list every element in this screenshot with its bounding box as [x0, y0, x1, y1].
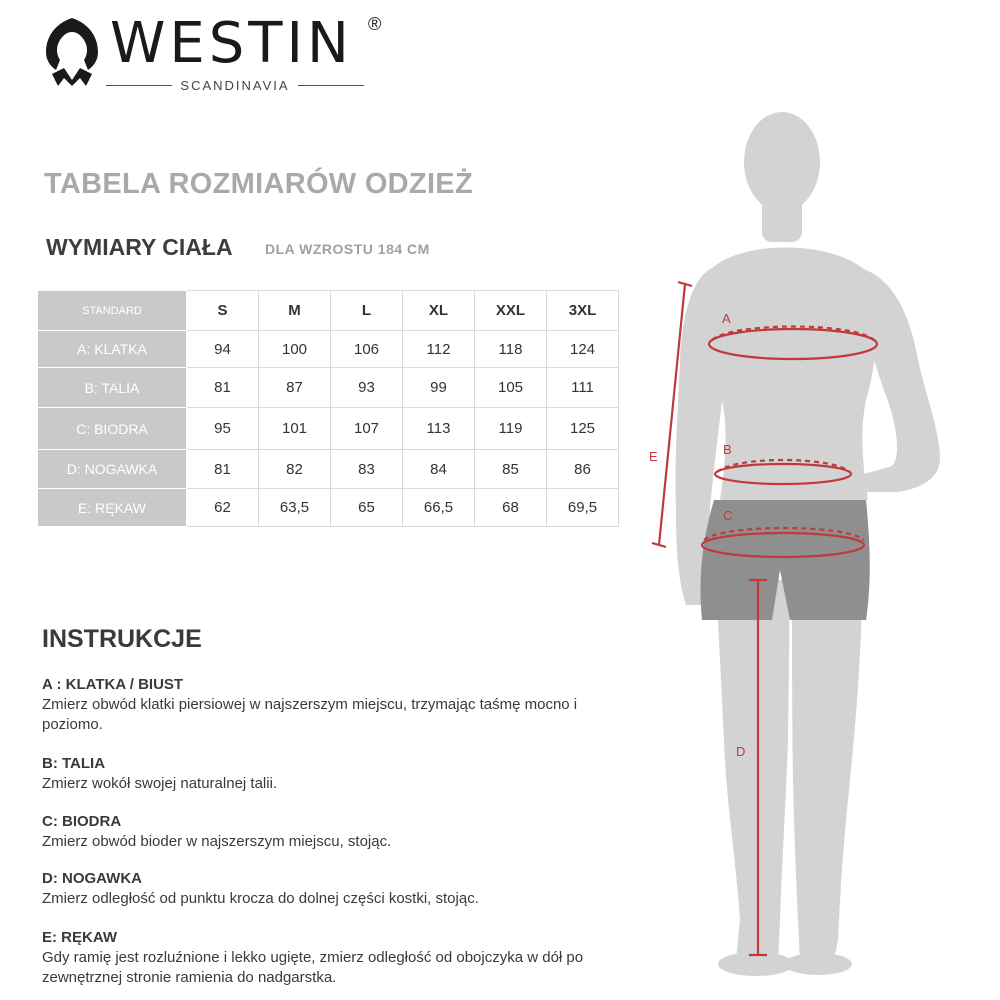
- table-cell: 86: [547, 450, 619, 489]
- instruction-text: Zmierz obwód bioder w najszerszym miejscu, stojąc.: [42, 833, 392, 850]
- instruction-text: Gdy ramię jest rozluźnione i lekko ugięte, zmierz odległość od obojczyka w dół po zewnętrznej stronie ramienia do nadgarstka.: [42, 949, 584, 986]
- size-header: S: [187, 291, 259, 331]
- instruction-item: [42, 675, 602, 735]
- table-cell: 94: [187, 331, 259, 368]
- table-cell: 125: [547, 408, 619, 450]
- table-cell: 118: [475, 331, 547, 368]
- instruction-item: [42, 928, 602, 988]
- instruction-text: Zmierz wokół swojej naturalnej talii.: [42, 775, 278, 792]
- table-cell: 111: [547, 368, 619, 408]
- table-cell: 84: [403, 450, 475, 489]
- instruction-heading: C: BIODRA: [42, 813, 122, 830]
- label-e: E: [649, 449, 658, 464]
- tagline-rule-left: [106, 85, 172, 86]
- instruction-text: Zmierz odległość od punktu krocza do dolnej części kostki, stojąc.: [42, 890, 479, 907]
- table-cell: 93: [331, 368, 403, 408]
- table-cell: 85: [475, 450, 547, 489]
- size-header: 3XL: [547, 291, 619, 331]
- table-cell: 124: [547, 331, 619, 368]
- table-cell: 65: [331, 489, 403, 527]
- table-cell: 100: [259, 331, 331, 368]
- size-table: [37, 290, 619, 527]
- table-cell: 119: [475, 408, 547, 450]
- tagline-rule-right: [298, 85, 364, 86]
- body-measurement-figure: [640, 100, 1000, 1000]
- table-cell: 81: [187, 450, 259, 489]
- tagline-text: SCANDINAVIA: [180, 77, 290, 93]
- table-cell: 87: [259, 368, 331, 408]
- instruction-item: [42, 812, 602, 852]
- table-cell: 83: [331, 450, 403, 489]
- table-cell: 106: [331, 331, 403, 368]
- instruction-item: [42, 869, 602, 909]
- brand-wordmark: WESTIN: [110, 11, 353, 76]
- instruction-heading: B: TALIA: [42, 755, 106, 772]
- table-row: [38, 408, 619, 450]
- table-cell: 99: [403, 368, 475, 408]
- table-row: [38, 331, 619, 368]
- table-cell: 113: [403, 408, 475, 450]
- row-label: A: KLATKA: [38, 331, 187, 368]
- instruction-item: [42, 754, 602, 794]
- table-cell: 66,5: [403, 489, 475, 527]
- instruction-heading: A : KLATKA / BIUST: [42, 676, 184, 693]
- table-cell: 105: [475, 368, 547, 408]
- table-cell: 68: [475, 489, 547, 527]
- label-a: A: [722, 311, 731, 326]
- table-cell: 63,5: [259, 489, 331, 527]
- row-label: D: NOGAWKA: [38, 450, 187, 489]
- table-header-row: [38, 291, 619, 331]
- westin-logo-mark: [42, 16, 102, 88]
- table-cell: 82: [259, 450, 331, 489]
- brand-tagline: [106, 76, 364, 94]
- table-cell: 69,5: [547, 489, 619, 527]
- section-note: DLA WZROSTU 184 CM: [265, 241, 430, 257]
- table-row: [38, 450, 619, 489]
- size-header: L: [331, 291, 403, 331]
- table-corner-label: STANDARD: [38, 291, 187, 331]
- table-cell: 95: [187, 408, 259, 450]
- label-b: B: [723, 442, 732, 457]
- table-cell: 101: [259, 408, 331, 450]
- table-row: [38, 489, 619, 527]
- table-cell: 112: [403, 331, 475, 368]
- table-row: [38, 368, 619, 408]
- size-header: XL: [403, 291, 475, 331]
- row-label: C: BIODRA: [38, 408, 187, 450]
- registered-mark: ®: [368, 14, 382, 34]
- label-c: C: [723, 508, 733, 523]
- section-title: WYMIARY CIAŁA: [46, 234, 233, 260]
- instruction-heading: E: RĘKAW: [42, 929, 117, 946]
- size-header: M: [259, 291, 331, 331]
- instructions-title: INSTRUKCJE: [42, 625, 202, 653]
- instruction-text: Zmierz obwód klatki piersiowej w najszerszym miejscu, trzymając taśmę mocno i poziomo.: [42, 696, 578, 733]
- table-cell: 62: [187, 489, 259, 527]
- row-label: B: TALIA: [38, 368, 187, 408]
- page-title: TABELA ROZMIARÓW ODZIEŻ: [44, 168, 473, 200]
- size-header: XXL: [475, 291, 547, 331]
- instruction-heading: D: NOGAWKA: [42, 870, 142, 887]
- table-cell: 81: [187, 368, 259, 408]
- row-label: E: RĘKAW: [38, 489, 187, 527]
- label-d: D: [736, 744, 746, 759]
- table-cell: 107: [331, 408, 403, 450]
